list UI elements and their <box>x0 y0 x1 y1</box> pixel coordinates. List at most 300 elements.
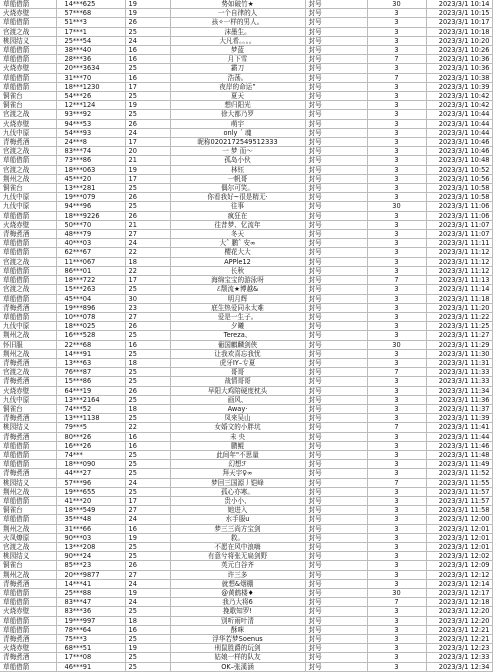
server-cell[interactable]: 草船借箭 <box>0 441 56 450</box>
action-cell[interactable]: 封号 <box>305 82 367 91</box>
table-row[interactable] <box>0 469 492 478</box>
nickname-cell[interactable]: 不愿在风中浪嗨 <box>170 542 305 551</box>
account-cell[interactable]: 13***281 <box>56 184 125 193</box>
account-cell[interactable]: 41***20 <box>56 496 125 505</box>
action-cell[interactable]: 封号 <box>305 423 367 432</box>
action-cell[interactable]: 封号 <box>305 303 367 312</box>
nickname-cell[interactable]: 许三多 <box>170 570 305 579</box>
action-cell[interactable]: 封号 <box>305 404 367 413</box>
table-row[interactable] <box>0 414 492 423</box>
level-cell[interactable]: 21 <box>125 220 170 229</box>
level-cell[interactable]: 25 <box>125 64 170 73</box>
level-cell[interactable]: 25 <box>125 27 170 36</box>
time-cell[interactable]: 2023/3/1 10:15 <box>426 9 492 18</box>
account-cell[interactable]: 25***88 <box>56 589 125 598</box>
table-row[interactable] <box>0 101 492 110</box>
action-cell[interactable]: 封号 <box>305 73 367 82</box>
level-cell[interactable]: 23 <box>125 303 170 312</box>
time-cell[interactable]: 2023/3/1 12:09 <box>426 561 492 570</box>
table-row[interactable] <box>0 331 492 340</box>
action-cell[interactable]: 封号 <box>305 156 367 165</box>
server-cell[interactable]: 青梅煮酒 <box>0 579 56 588</box>
nickname-cell[interactable]: 刑鼠胜爵的玩剑 <box>170 644 305 653</box>
days-cell[interactable]: 3 <box>367 27 426 36</box>
server-cell[interactable]: 青梅煮酒 <box>0 469 56 478</box>
days-cell[interactable]: 3 <box>367 184 426 193</box>
days-cell[interactable]: 3 <box>367 414 426 423</box>
account-cell[interactable]: 57***96 <box>56 478 125 487</box>
nickname-cell[interactable]: 冬天 <box>170 230 305 239</box>
action-cell[interactable]: 封号 <box>305 128 367 137</box>
server-cell[interactable]: 青梅煮酒 <box>0 432 56 441</box>
time-cell[interactable]: 2023/3/1 11:49 <box>426 460 492 469</box>
server-cell[interactable]: 青梅煮酒 <box>0 635 56 644</box>
level-cell[interactable]: 17 <box>125 496 170 505</box>
server-cell[interactable]: 火烧赤壁 <box>0 220 56 229</box>
action-cell[interactable]: 封号 <box>305 395 367 404</box>
table-row[interactable] <box>0 533 492 542</box>
table-row[interactable] <box>0 36 492 45</box>
nickname-cell[interactable]: 别听雨叶清 <box>170 616 305 625</box>
server-cell[interactable]: 桃园结义 <box>0 478 56 487</box>
table-row[interactable] <box>0 147 492 156</box>
action-cell[interactable]: 封号 <box>305 248 367 257</box>
action-cell[interactable]: 封号 <box>305 294 367 303</box>
nickname-cell[interactable]: 鹏鲲 <box>170 441 305 450</box>
table-row[interactable] <box>0 0 492 9</box>
level-cell[interactable]: 26 <box>125 18 170 27</box>
server-cell[interactable]: 草船借箭 <box>0 266 56 275</box>
account-cell[interactable]: 73***86 <box>56 156 125 165</box>
nickname-cell[interactable]: Tereza、 <box>170 331 305 340</box>
table-row[interactable] <box>0 248 492 257</box>
table-row[interactable] <box>0 294 492 303</box>
table-row[interactable] <box>0 487 492 496</box>
level-cell[interactable]: 17 <box>125 138 170 147</box>
level-cell[interactable]: 25 <box>125 377 170 386</box>
server-cell[interactable]: 草船借箭 <box>0 625 56 634</box>
time-cell[interactable]: 2023/3/1 11:58 <box>426 506 492 515</box>
action-cell[interactable]: 封号 <box>305 147 367 156</box>
server-cell[interactable]: 官渡之战 <box>0 257 56 266</box>
account-cell[interactable]: 18***9226 <box>56 211 125 220</box>
level-cell[interactable]: 18 <box>125 404 170 413</box>
table-row[interactable] <box>0 349 492 358</box>
action-cell[interactable]: 封号 <box>305 18 367 27</box>
nickname-cell[interactable]: only ´ 魂 <box>170 128 305 137</box>
time-cell[interactable]: 2023/3/1 10:46 <box>426 147 492 156</box>
nickname-cell[interactable]: 让我欢喜忘我忧 <box>170 349 305 358</box>
table-row[interactable] <box>0 598 492 607</box>
server-cell[interactable]: 荆州之战 <box>0 524 56 533</box>
days-cell[interactable]: 3 <box>367 82 426 91</box>
table-row[interactable] <box>0 92 492 101</box>
action-cell[interactable]: 封号 <box>305 322 367 331</box>
days-cell[interactable]: 3 <box>367 156 426 165</box>
server-cell[interactable]: 草船借箭 <box>0 156 56 165</box>
account-cell[interactable]: 19***079 <box>56 193 125 202</box>
level-cell[interactable]: 25 <box>125 285 170 294</box>
action-cell[interactable]: 封号 <box>305 460 367 469</box>
account-cell[interactable]: 51***3 <box>56 18 125 27</box>
server-cell[interactable]: 官渡之战 <box>0 147 56 156</box>
action-cell[interactable]: 封号 <box>305 496 367 505</box>
account-cell[interactable]: 93***92 <box>56 110 125 119</box>
nickname-cell[interactable]: 偶尔可笑。 <box>170 184 305 193</box>
level-cell[interactable]: 25 <box>125 635 170 644</box>
days-cell[interactable]: 3 <box>367 18 426 27</box>
days-cell[interactable]: 3 <box>367 101 426 110</box>
days-cell[interactable]: 7 <box>367 368 426 377</box>
server-cell[interactable]: 九伐中原 <box>0 202 56 211</box>
account-cell[interactable]: 18***722 <box>56 276 125 285</box>
nickname-cell[interactable]: 她进入 <box>170 506 305 515</box>
days-cell[interactable]: 30 <box>367 340 426 349</box>
server-cell[interactable]: 草船借箭 <box>0 662 56 671</box>
level-cell[interactable]: 21 <box>125 156 170 165</box>
level-cell[interactable]: 22 <box>125 423 170 432</box>
days-cell[interactable]: 3 <box>367 579 426 588</box>
nickname-cell[interactable]: 葡国麒麟剑侠 <box>170 340 305 349</box>
nickname-cell[interactable]: 孤岛小伙 <box>170 156 305 165</box>
nickname-cell[interactable]: 爱是一生子。 <box>170 312 305 321</box>
table-row[interactable] <box>0 174 492 183</box>
account-cell[interactable]: 46***91 <box>56 662 125 671</box>
time-cell[interactable]: 2023/3/1 10:56 <box>426 174 492 183</box>
nickname-cell[interactable]: OK–张溪涵 <box>170 662 305 671</box>
table-row[interactable] <box>0 138 492 147</box>
days-cell[interactable]: 3 <box>367 294 426 303</box>
table-row[interactable] <box>0 515 492 524</box>
account-cell[interactable]: 80***26 <box>56 432 125 441</box>
nickname-cell[interactable]: 梦蓝 <box>170 46 305 55</box>
server-cell[interactable]: 草船借箭 <box>0 55 56 64</box>
action-cell[interactable]: 封号 <box>305 239 367 248</box>
table-row[interactable] <box>0 312 492 321</box>
nickname-cell[interactable]: 徐大都乃罗 <box>170 110 305 119</box>
account-cell[interactable]: 18***063 <box>56 165 125 174</box>
account-cell[interactable]: 22***68 <box>56 340 125 349</box>
nickname-cell[interactable]: 梦回三国源丿铠峰 <box>170 478 305 487</box>
level-cell[interactable]: 26 <box>125 322 170 331</box>
level-cell[interactable]: 22 <box>125 248 170 257</box>
level-cell[interactable]: 16 <box>125 432 170 441</box>
action-cell[interactable]: 封号 <box>305 589 367 598</box>
server-cell[interactable]: 官渡之战 <box>0 542 56 551</box>
table-row[interactable] <box>0 358 492 367</box>
time-cell[interactable]: 2023/3/1 11:44 <box>426 432 492 441</box>
action-cell[interactable]: 封号 <box>305 276 367 285</box>
days-cell[interactable]: 3 <box>367 147 426 156</box>
time-cell[interactable]: 2023/3/1 12:20 <box>426 616 492 625</box>
table-row[interactable] <box>0 441 492 450</box>
account-cell[interactable]: 75***3 <box>56 635 125 644</box>
nickname-cell[interactable]: 一个自律的人 <box>170 9 305 18</box>
level-cell[interactable]: 19 <box>125 589 170 598</box>
account-cell[interactable]: 14***91 <box>56 349 125 358</box>
table-row[interactable] <box>0 450 492 459</box>
level-cell[interactable]: 25 <box>125 552 170 561</box>
time-cell[interactable]: 2023/3/1 10:26 <box>426 46 492 55</box>
action-cell[interactable]: 封号 <box>305 266 367 275</box>
table-row[interactable] <box>0 561 492 570</box>
time-cell[interactable]: 2023/3/1 11:07 <box>426 220 492 229</box>
action-cell[interactable]: 封号 <box>305 174 367 183</box>
server-cell[interactable]: 火凤燎原 <box>0 533 56 542</box>
server-cell[interactable]: 草船借箭 <box>0 0 56 9</box>
server-cell[interactable]: 荆州之战 <box>0 349 56 358</box>
server-cell[interactable]: 九伐中原 <box>0 322 56 331</box>
time-cell[interactable]: 2023/3/1 11:39 <box>426 414 492 423</box>
server-cell[interactable]: 草船借箭 <box>0 211 56 220</box>
days-cell[interactable]: 3 <box>367 469 426 478</box>
server-cell[interactable]: 草船借箭 <box>0 496 56 505</box>
time-cell[interactable]: 2023/3/1 12:18 <box>426 598 492 607</box>
days-cell[interactable]: 7 <box>367 55 426 64</box>
level-cell[interactable]: 25 <box>125 331 170 340</box>
level-cell[interactable]: 18 <box>125 257 170 266</box>
nickname-cell[interactable]: 救。 <box>170 533 305 542</box>
server-cell[interactable]: 火烧赤壁 <box>0 9 56 18</box>
time-cell[interactable]: 2023/3/1 11:48 <box>426 450 492 459</box>
server-cell[interactable]: 铜雀台 <box>0 404 56 413</box>
table-row[interactable] <box>0 184 492 193</box>
nickname-cell[interactable]: 夏天 <box>170 92 305 101</box>
time-cell[interactable]: 2023/3/1 11:29 <box>426 340 492 349</box>
action-cell[interactable]: 封号 <box>305 110 367 119</box>
table-row[interactable] <box>0 230 492 239</box>
table-row[interactable] <box>0 46 492 55</box>
days-cell[interactable]: 30 <box>367 202 426 211</box>
days-cell[interactable]: 3 <box>367 211 426 220</box>
time-cell[interactable]: 2023/3/1 12:20 <box>426 607 492 616</box>
account-cell[interactable]: 15***86 <box>56 377 125 386</box>
action-cell[interactable]: 封号 <box>305 598 367 607</box>
account-cell[interactable]: 25***54 <box>56 36 125 45</box>
days-cell[interactable]: 3 <box>367 174 426 183</box>
table-row[interactable] <box>0 524 492 533</box>
account-cell[interactable]: 54***26 <box>56 92 125 101</box>
level-cell[interactable]: 25 <box>125 487 170 496</box>
action-cell[interactable]: 封号 <box>305 0 367 9</box>
account-cell[interactable]: 17***08 <box>56 653 125 662</box>
days-cell[interactable]: 3 <box>367 625 426 634</box>
nickname-cell[interactable]: 夜岸的命运” <box>170 82 305 91</box>
table-row[interactable] <box>0 644 492 653</box>
server-cell[interactable]: 草船借箭 <box>0 73 56 82</box>
account-cell[interactable]: 31***70 <box>56 73 125 82</box>
table-row[interactable] <box>0 368 492 377</box>
nickname-cell[interactable]: 英元白谷齐 <box>170 561 305 570</box>
table-row[interactable] <box>0 616 492 625</box>
level-cell[interactable]: 18 <box>125 358 170 367</box>
days-cell[interactable]: 3 <box>367 349 426 358</box>
level-cell[interactable]: 24 <box>125 598 170 607</box>
level-cell[interactable]: 25 <box>125 414 170 423</box>
time-cell[interactable]: 2023/3/1 11:33 <box>426 377 492 386</box>
account-cell[interactable]: 57***68 <box>56 9 125 18</box>
server-cell[interactable]: 怀旧服 <box>0 340 56 349</box>
account-cell[interactable]: 35***48 <box>56 515 125 524</box>
days-cell[interactable]: 7 <box>367 423 426 432</box>
days-cell[interactable]: 3 <box>367 533 426 542</box>
action-cell[interactable]: 封号 <box>305 340 367 349</box>
action-cell[interactable]: 封号 <box>305 515 367 524</box>
time-cell[interactable]: 2023/3/1 11:46 <box>426 441 492 450</box>
table-row[interactable] <box>0 165 492 174</box>
days-cell[interactable]: 3 <box>367 496 426 505</box>
nickname-cell[interactable]: 疯狂在 <box>170 211 305 220</box>
table-row[interactable] <box>0 322 492 331</box>
table-row[interactable] <box>0 478 492 487</box>
account-cell[interactable]: 19***655 <box>56 487 125 496</box>
action-cell[interactable]: 封号 <box>305 478 367 487</box>
server-cell[interactable]: 荆州之战 <box>0 487 56 496</box>
days-cell[interactable]: 3 <box>367 524 426 533</box>
action-cell[interactable]: 封号 <box>305 653 367 662</box>
nickname-cell[interactable]: 月下雪 <box>170 55 305 64</box>
days-cell[interactable]: 3 <box>367 285 426 294</box>
days-cell[interactable]: 3 <box>367 128 426 137</box>
time-cell[interactable]: 2023/3/1 10:44 <box>426 128 492 137</box>
server-cell[interactable]: 草船借箭 <box>0 46 56 55</box>
nickname-cell[interactable]: 早阳大鸡陪硬度枕头 <box>170 386 305 395</box>
level-cell[interactable]: 20 <box>125 147 170 156</box>
server-cell[interactable]: 青梅煮酒 <box>0 358 56 367</box>
account-cell[interactable]: 13***1138 <box>56 414 125 423</box>
time-cell[interactable]: 2023/3/1 10:44 <box>426 110 492 119</box>
days-cell[interactable]: 3 <box>367 230 426 239</box>
table-row[interactable] <box>0 542 492 551</box>
action-cell[interactable]: 封号 <box>305 607 367 616</box>
server-cell[interactable]: 草船借箭 <box>0 276 56 285</box>
time-cell[interactable]: 2023/3/1 12:01 <box>426 542 492 551</box>
level-cell[interactable]: 24 <box>125 128 170 137</box>
time-cell[interactable]: 2023/3/1 11:06 <box>426 211 492 220</box>
server-cell[interactable]: 草船借箭 <box>0 598 56 607</box>
nickname-cell[interactable]: 海绵宝宝的游泳呀 <box>170 276 305 285</box>
level-cell[interactable]: 26 <box>125 193 170 202</box>
action-cell[interactable]: 封号 <box>305 64 367 73</box>
time-cell[interactable]: 2023/3/1 10:36 <box>426 64 492 73</box>
nickname-cell[interactable]: 往昔梦、忆流年 <box>170 220 305 229</box>
level-cell[interactable]: 19 <box>125 9 170 18</box>
time-cell[interactable]: 2023/3/1 12:01 <box>426 524 492 533</box>
nickname-cell[interactable]: 长秋 <box>170 266 305 275</box>
action-cell[interactable]: 封号 <box>305 92 367 101</box>
nickname-cell[interactable]: 萌宇 <box>170 119 305 128</box>
account-cell[interactable]: 13***63 <box>56 358 125 367</box>
level-cell[interactable]: 19 <box>125 101 170 110</box>
days-cell[interactable]: 3 <box>367 92 426 101</box>
level-cell[interactable]: 16 <box>125 625 170 634</box>
time-cell[interactable]: 2023/3/1 11:12 <box>426 266 492 275</box>
account-cell[interactable]: 74*** <box>56 450 125 459</box>
action-cell[interactable]: 封号 <box>305 312 367 321</box>
level-cell[interactable]: 25 <box>125 202 170 211</box>
action-cell[interactable]: 封号 <box>305 368 367 377</box>
nickname-cell[interactable]: 挽歌知罗! <box>170 607 305 616</box>
action-cell[interactable]: 封号 <box>305 644 367 653</box>
server-cell[interactable]: 桃园结义 <box>0 423 56 432</box>
account-cell[interactable]: 12***124 <box>56 101 125 110</box>
days-cell[interactable]: 3 <box>367 9 426 18</box>
time-cell[interactable]: 2023/3/1 10:58 <box>426 193 492 202</box>
nickname-cell[interactable]: 哥哥 <box>170 368 305 377</box>
nickname-cell[interactable]: 一帆哥 <box>170 174 305 183</box>
server-cell[interactable]: 青梅煮酒 <box>0 414 56 423</box>
days-cell[interactable]: 3 <box>367 303 426 312</box>
action-cell[interactable]: 封号 <box>305 138 367 147</box>
action-cell[interactable]: 封号 <box>305 331 367 340</box>
nickname-cell[interactable]: 贵小小、 <box>170 496 305 505</box>
days-cell[interactable]: 7 <box>367 276 426 285</box>
days-cell[interactable]: 3 <box>367 552 426 561</box>
nickname-cell[interactable]: 霸刀 <box>170 64 305 73</box>
nickname-cell[interactable]: 大凡希。。。。 <box>170 36 305 45</box>
account-cell[interactable]: 11***067 <box>56 257 125 266</box>
table-row[interactable] <box>0 395 492 404</box>
server-cell[interactable]: 官渡之战 <box>0 27 56 36</box>
account-cell[interactable]: 10***078 <box>56 312 125 321</box>
level-cell[interactable]: 24 <box>125 239 170 248</box>
time-cell[interactable]: 2023/3/1 11:31 <box>426 358 492 367</box>
days-cell[interactable]: 3 <box>367 616 426 625</box>
account-cell[interactable]: 50***70 <box>56 220 125 229</box>
account-cell[interactable]: 13***208 <box>56 542 125 551</box>
level-cell[interactable]: 25 <box>125 542 170 551</box>
nickname-cell[interactable]: 姑娘一样的队友 <box>170 653 305 662</box>
level-cell[interactable]: 25 <box>125 368 170 377</box>
nickname-cell[interactable]: ℰ颓流★博越& <box>170 285 305 294</box>
level-cell[interactable]: 24 <box>125 579 170 588</box>
table-row[interactable] <box>0 73 492 82</box>
action-cell[interactable]: 封号 <box>305 119 367 128</box>
days-cell[interactable]: 3 <box>367 248 426 257</box>
server-cell[interactable]: 草船借箭 <box>0 616 56 625</box>
days-cell[interactable]: 3 <box>367 257 426 266</box>
action-cell[interactable]: 封号 <box>305 27 367 36</box>
table-row[interactable] <box>0 432 492 441</box>
server-cell[interactable]: 火烧赤壁 <box>0 119 56 128</box>
account-cell[interactable]: 14***625 <box>56 0 125 9</box>
table-row[interactable] <box>0 64 492 73</box>
action-cell[interactable]: 封号 <box>305 165 367 174</box>
action-cell[interactable]: 封号 <box>305 202 367 211</box>
action-cell[interactable]: 封号 <box>305 506 367 515</box>
days-cell[interactable]: 3 <box>367 395 426 404</box>
days-cell[interactable]: 3 <box>367 377 426 386</box>
server-cell[interactable]: 火烧赤壁 <box>0 386 56 395</box>
level-cell[interactable]: 25 <box>125 349 170 358</box>
account-cell[interactable]: 44***27 <box>56 469 125 478</box>
server-cell[interactable]: 铜雀台 <box>0 506 56 515</box>
time-cell[interactable]: 2023/3/1 10:42 <box>426 92 492 101</box>
nickname-cell[interactable]: @黄鹤楼♦ <box>170 589 305 598</box>
nickname-cell[interactable]: APPle12 <box>170 257 305 266</box>
time-cell[interactable]: 2023/3/1 11:34 <box>426 386 492 395</box>
nickname-cell[interactable]: 浩荡。 <box>170 73 305 82</box>
level-cell[interactable]: 25 <box>125 184 170 193</box>
level-cell[interactable]: 25 <box>125 92 170 101</box>
table-row[interactable] <box>0 220 492 229</box>
server-cell[interactable]: 火烧赤壁 <box>0 64 56 73</box>
table-row[interactable] <box>0 570 492 579</box>
time-cell[interactable]: 2023/3/1 10:17 <box>426 18 492 27</box>
action-cell[interactable]: 封号 <box>305 386 367 395</box>
server-cell[interactable]: 青梅煮酒 <box>0 653 56 662</box>
account-cell[interactable]: 83***74 <box>56 147 125 156</box>
